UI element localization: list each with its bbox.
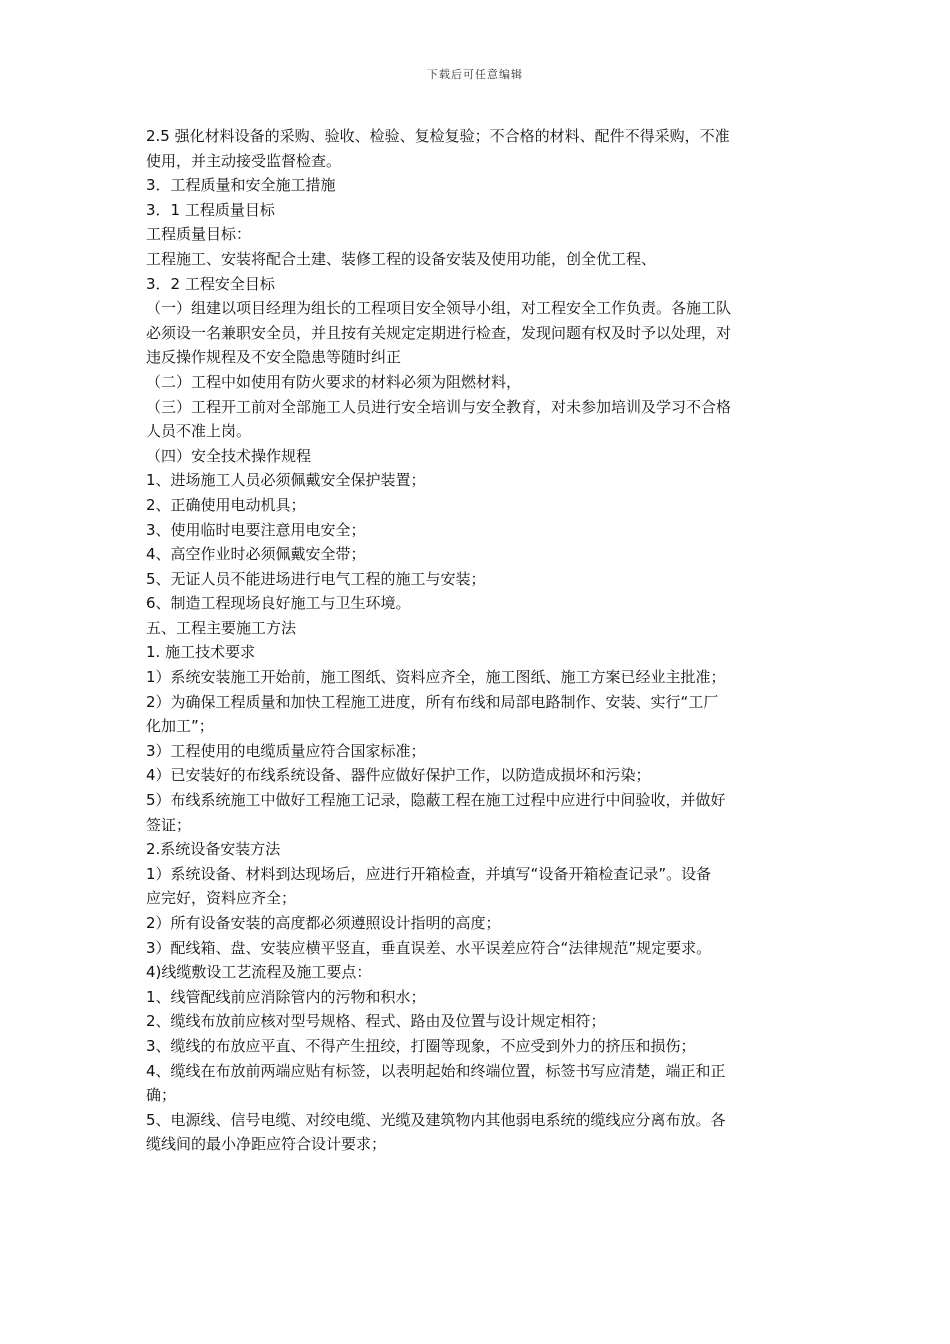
text-line: 应完好，资料应齐全； bbox=[146, 889, 297, 908]
list-item: 3、使用临时电要注意用电安全； bbox=[146, 520, 366, 539]
list-item: 2）所有设备安装的高度都必须遵照设计指明的高度； bbox=[146, 914, 501, 932]
list-item: 2）为确保工程质量和加快工程施工进度，所有布线和局部电路制作、安装、实行“工厂 bbox=[146, 692, 719, 711]
list-item: 5、无证人员不能进场进行电气工程的施工与安装； bbox=[146, 569, 486, 588]
text-line: 2.5 强化材料设备的采购、验收、检验、复检复验；不合格的材料、配件不得采购，不准 bbox=[146, 127, 730, 145]
list-item: 4、缆线在布放前两端应贴有标签，以表明起始和终端位置，标签书写应清楚，端正和正 bbox=[146, 1061, 726, 1080]
text-line: （一）组建以项目经理为组长的工程项目安全领导小组，对工程安全工作负责。各施工队 bbox=[146, 299, 732, 318]
list-item: 4）已安装好的布线系统设备、器件应做好保护工作，以防造成损坏和污染； bbox=[146, 766, 651, 785]
list-item: 3、缆线的布放应平直、不得产生扭绞，打圈等现象，不应受到外力的挤压和损伤； bbox=[146, 1036, 696, 1055]
list-item: 3）工程使用的电缆质量应符合国家标准； bbox=[146, 741, 426, 760]
text-line: 签证； bbox=[146, 815, 192, 834]
list-item: 1、进场施工人员必须佩戴安全保护装置； bbox=[146, 471, 426, 490]
list-item: 4、高空作业时必须佩戴安全带； bbox=[146, 545, 366, 564]
list-item: 2、正确使用电动机具； bbox=[146, 495, 306, 514]
list-item: 1、线管配线前应消除管内的污物和积水； bbox=[146, 987, 426, 1006]
text-line: 工程施工、安装将配合土建、装修工程的设备安装及使用功能，创全优工程、 bbox=[146, 249, 657, 268]
subsection-heading: 3．2 工程安全目标 bbox=[146, 274, 275, 293]
document-body bbox=[146, 124, 806, 1157]
list-item: 2、缆线布放前应核对型号规格、程式、路由及位置与设计规定相符； bbox=[146, 1012, 606, 1031]
list-item: 3）配线箱、盘、安装应横平竖直，垂直误差、水平误差应符合“法律规范”规定要求。 bbox=[146, 938, 712, 957]
list-item: 5、电源线、信号电缆、对绞电缆、光缆及建筑物内其他弱电系统的缆线应分离布放。各 bbox=[146, 1110, 726, 1129]
list-item: 1）系统设备、材料到达现场后，应进行开箱检查，并填写“设备开箱检查记录”。设备 bbox=[146, 864, 712, 883]
text-line: 确； bbox=[146, 1086, 177, 1105]
subsection-heading: 1. 施工技术要求 bbox=[146, 643, 256, 662]
text-line: 违反操作规程及不安全隐患等随时纠正 bbox=[146, 348, 402, 367]
text-line: 工程质量目标： bbox=[146, 225, 252, 244]
page-header: 下载后可任意编辑 bbox=[427, 68, 523, 81]
list-item: 4)线缆敷设工艺流程及施工要点： bbox=[146, 963, 372, 982]
subsection-heading: 3．1 工程质量目标 bbox=[146, 200, 275, 219]
section-heading: 五、工程主要施工方法 bbox=[146, 618, 297, 637]
text-line: 必须设一名兼职安全员，并且按有关规定定期进行检查，发现问题有权及时予以处理，对 bbox=[146, 323, 732, 342]
text-line: 使用，并主动接受监督检查。 bbox=[146, 151, 342, 170]
list-item: 1）系统安装施工开始前，施工图纸、资料应齐全，施工图纸、施工方案已经业主批准； bbox=[146, 668, 726, 687]
subsection-heading: 2.系统设备安装方法 bbox=[146, 840, 281, 859]
text-line: 化加工”； bbox=[146, 717, 214, 736]
text-line: （三）工程开工前对全部施工人员进行安全培训与安全教育，对未参加培训及学习不合格 bbox=[146, 397, 732, 416]
text-line: （二）工程中如使用有防火要求的材料必须为阻燃材料， bbox=[146, 372, 522, 391]
text-line: 缆线间的最小净距应符合设计要求； bbox=[146, 1135, 387, 1154]
list-item: 5）布线系统施工中做好工程施工记录，隐蔽工程在施工过程中应进行中间验收，并做好 bbox=[146, 791, 726, 810]
list-item: 6、制造工程现场良好施工与卫生环境。 bbox=[146, 594, 411, 613]
text-line: （四）安全技术操作规程 bbox=[146, 446, 312, 465]
text-line: 人员不准上岗。 bbox=[146, 422, 252, 441]
section-heading: 3．工程质量和安全施工措施 bbox=[146, 176, 336, 195]
